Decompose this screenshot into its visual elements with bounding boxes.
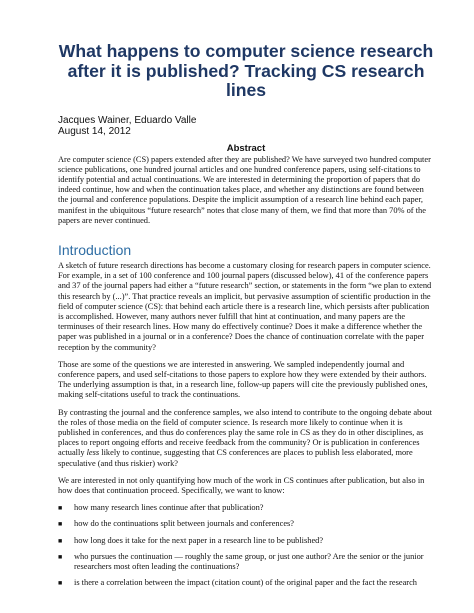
list-item (58, 536, 434, 546)
square-bullet-icon: ■ (58, 552, 63, 561)
abstract-heading: Abstract (226, 142, 266, 154)
list-item (58, 552, 434, 572)
intro-paragraph-4: We are interested in not only quantifying how much of the work in CS continues after publication, but also in how does that continuation proceed. Specifically, we want to know: (58, 475, 425, 495)
date: August 14, 2012 (58, 126, 131, 137)
intro-paragraph-3-text-b: likely to continue, suggesting that CS conferences are places to publish less elaborated, more speculative (and thus riskier) work? (58, 448, 413, 468)
square-bullet-icon: ■ (58, 579, 63, 588)
authors: Jacques Wainer, Eduardo Valle (58, 114, 197, 126)
list-item (58, 503, 434, 513)
abstract-text: Are computer science (CS) papers extended after they are published? We have surveyed two hundred computer science publications, one hundred journal articles and one hundred conference papers, using self-citations to identify potential and actual continuations. We are interested in determining the proportion of papers that do indeed continue, how and when the continuation takes place, and whether any distinctions are found between the journal and conference populations. Despite the implicit assumption of a research line behind each paper, manifest in the ubiquitous “future research” notes that close many of them, we find that more than 70% of the papers are never continued. (58, 154, 431, 225)
list-item (58, 578, 434, 588)
list-item-text: how many research lines continue after that publication? (74, 503, 264, 513)
intro-paragraph-3-text-a: By contrasting the journal and the conference samples, we also intend to contribute to the ongoing debate about the roles of those media on the field of computer science. Is research more likely to continue when it is published in conferences, and thus do conferences play the same role in CS as they do in other disciplines, as places to report ongoing efforts and receive feedback from the community? Or is publication in conferences actually (58, 407, 432, 458)
list-item-text: who pursues the continuation — roughly the same group, or just one author? Are the senior or the junior researchers most often leading the continuations? (74, 551, 424, 571)
section-heading-introduction: Introduction (58, 241, 132, 258)
square-bullet-icon: ■ (58, 536, 63, 545)
intro-paragraph-3 (58, 408, 434, 469)
paper-title: What happens to computer science research after it is published? Tracking CS research lines (58, 41, 434, 100)
question-list (58, 503, 434, 588)
paper-meta (58, 115, 434, 138)
intro-paragraph-2: Those are some of the questions we are interested in answering. We sampled independently journal and conference papers, and used self-citations to those papers to explore how they were extended by their authors. The underlying assumption is that, in a research line, follow-up papers will cite the previously published ones, making self-citations useful to track the continuations. (58, 359, 428, 400)
list-item (58, 519, 434, 529)
list-item-text: how do the continuations split between journals and conferences? (74, 519, 295, 529)
intro-paragraph-1: A sketch of future research directions has become a customary closing for research papers in computer science. For example, in a set of 100 conference and 100 journal papers (discussed below), 41 of the conference papers and 37 of the journal papers had either a “future research” section, or statements in the form “we plan to extend this research by (...)”. That practice reveals an implicit, but pervasive assumption of scientific production in the field of computer science (CS): that behind each article there is a research line, which persists after publication is accomplished. However, many authors never fulfill that hint at continuation, and many papers are the terminuses of their research lines. How many do effectively continue? Does it make a difference whether the paper was published in a journal or in a conference? Does the chance of continuation correlate with the paper reception by the community? (58, 260, 432, 352)
list-item-text: how long does it take for the next paper in a research line to be published? (74, 535, 324, 545)
square-bullet-icon: ■ (58, 504, 63, 513)
list-item-text: is there a correlation between the impact (citation count) of the original paper and the fact the research (74, 578, 417, 588)
intro-paragraph-3-emphasis: less (86, 448, 100, 458)
square-bullet-icon: ■ (58, 520, 63, 529)
